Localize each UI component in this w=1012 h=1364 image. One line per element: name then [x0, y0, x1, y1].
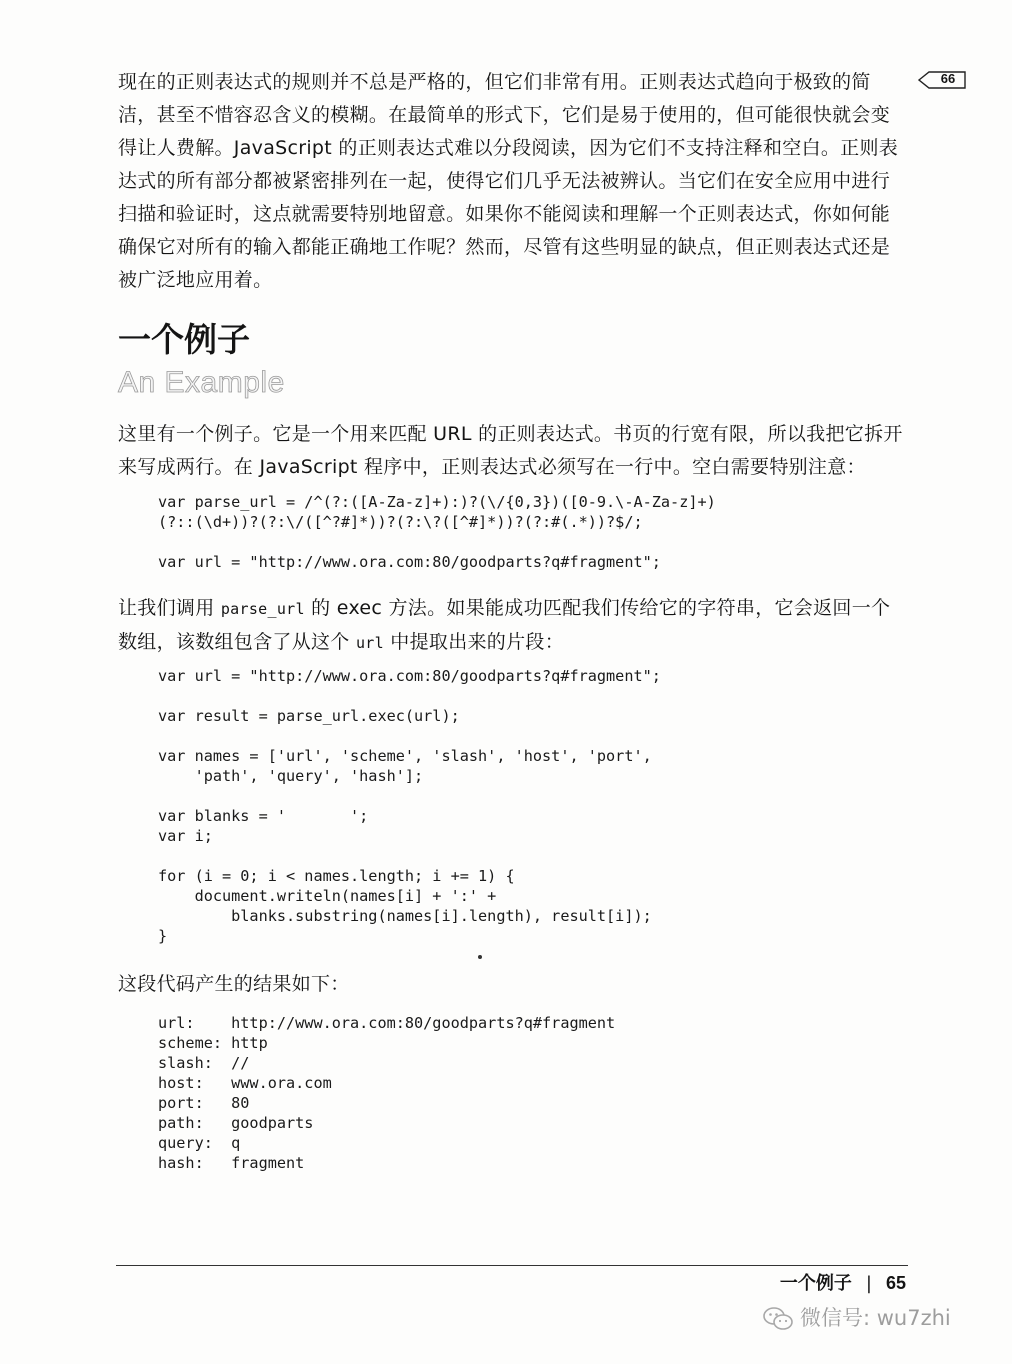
footer-separator: | [865, 1273, 872, 1294]
footer-rule [116, 1265, 908, 1266]
call-text-2: 的 exec 方法。如果能成功匹配我们传给它的字符串，它会返回一个数组，该数组包含了从这个 [118, 597, 891, 653]
footer-page-number: 65 [885, 1273, 906, 1293]
footer-section-title: 一个例子 [779, 1273, 852, 1294]
page-tab-number: 66 [940, 71, 956, 86]
intro-paragraph: 现在的正则表达式的规则并不总是严格的，但它们非常有用。正则表达式趋向于极致的简洁，甚至不惜容忍含义的模糊。在最简单的形式下，它们是易于使用的，但可能很快就会变得让人费解。JavaScript 的正则表达式难以分段阅读，因为它们不支持注释和空白。正则表达式的所有部分都被紧密排列在一起，使得它们几乎无法被辨认。当它们在安全应用中进行扫描和验证时，这点就需要特别地留意。如果你不能阅读和理解一个正则表达式，你如何能确保它对所有的输入都能正确地工作呢？然而，尽管有这些明显的缺点，但正则表达式还是被广泛地应用着。 [118, 71, 899, 291]
call-text-3: 中提取出来的片段： [383, 631, 564, 653]
wechat-icon [762, 1305, 794, 1333]
call-paragraph [118, 592, 908, 660]
section-heading-english: An Example [118, 366, 285, 399]
page-footer [780, 1271, 906, 1296]
example-intro-paragraph: 这里有一个例子。它是一个用来匹配 URL 的正则表达式。书页的行宽有限，所以我把它拆开来写成两行。在 JavaScript 程序中，正则表达式必须写在一行中。空白需要特别注意： [118, 423, 903, 478]
code-output: url: http://www.ora.com:80/goodparts?q#fragment scheme: http slash: // host: www.ora.com port: 80 path: goodparts query: q hash: fragment [158, 1014, 616, 1172]
watermark-text: 微信号: wu7zhi [800, 1306, 951, 1330]
inline-code-url: url [355, 634, 384, 652]
wechat-watermark [762, 1300, 951, 1336]
page-tab [918, 70, 966, 90]
result-intro-paragraph: 这段代码产生的结果如下： [118, 973, 350, 995]
code-regex: var parse_url = /^(?:([A-Za-z]+):)?(\/{0,3})([0-9.\-A-Za-z]+) (?::(\d+))?(?:\/([^?#]*))?(?:\?([^#]*))?(?:#(.*))?$/; var url = "http://www.ora.com:80/goodparts?q#fragment"; [158, 493, 716, 571]
code-program: var url = "http://www.ora.com:80/goodparts?q#fragment"; var result = parse_url.exec(url); var names = ['url', 'scheme', 'slash', 'host', 'port', 'path', 'query', 'hash']; var blanks = ' '; var i; for (i = 0; i < names.length; i += 1) { document.writeln(names[i] + ':' + blanks.substring(names[i].length), result[i]); } [158, 667, 661, 945]
inline-code-parse-url: parse_url [220, 600, 305, 618]
call-text-1: 让我们调用 [118, 597, 221, 619]
section-heading: 一个例子 [118, 320, 250, 359]
scan-speck [478, 955, 482, 959]
